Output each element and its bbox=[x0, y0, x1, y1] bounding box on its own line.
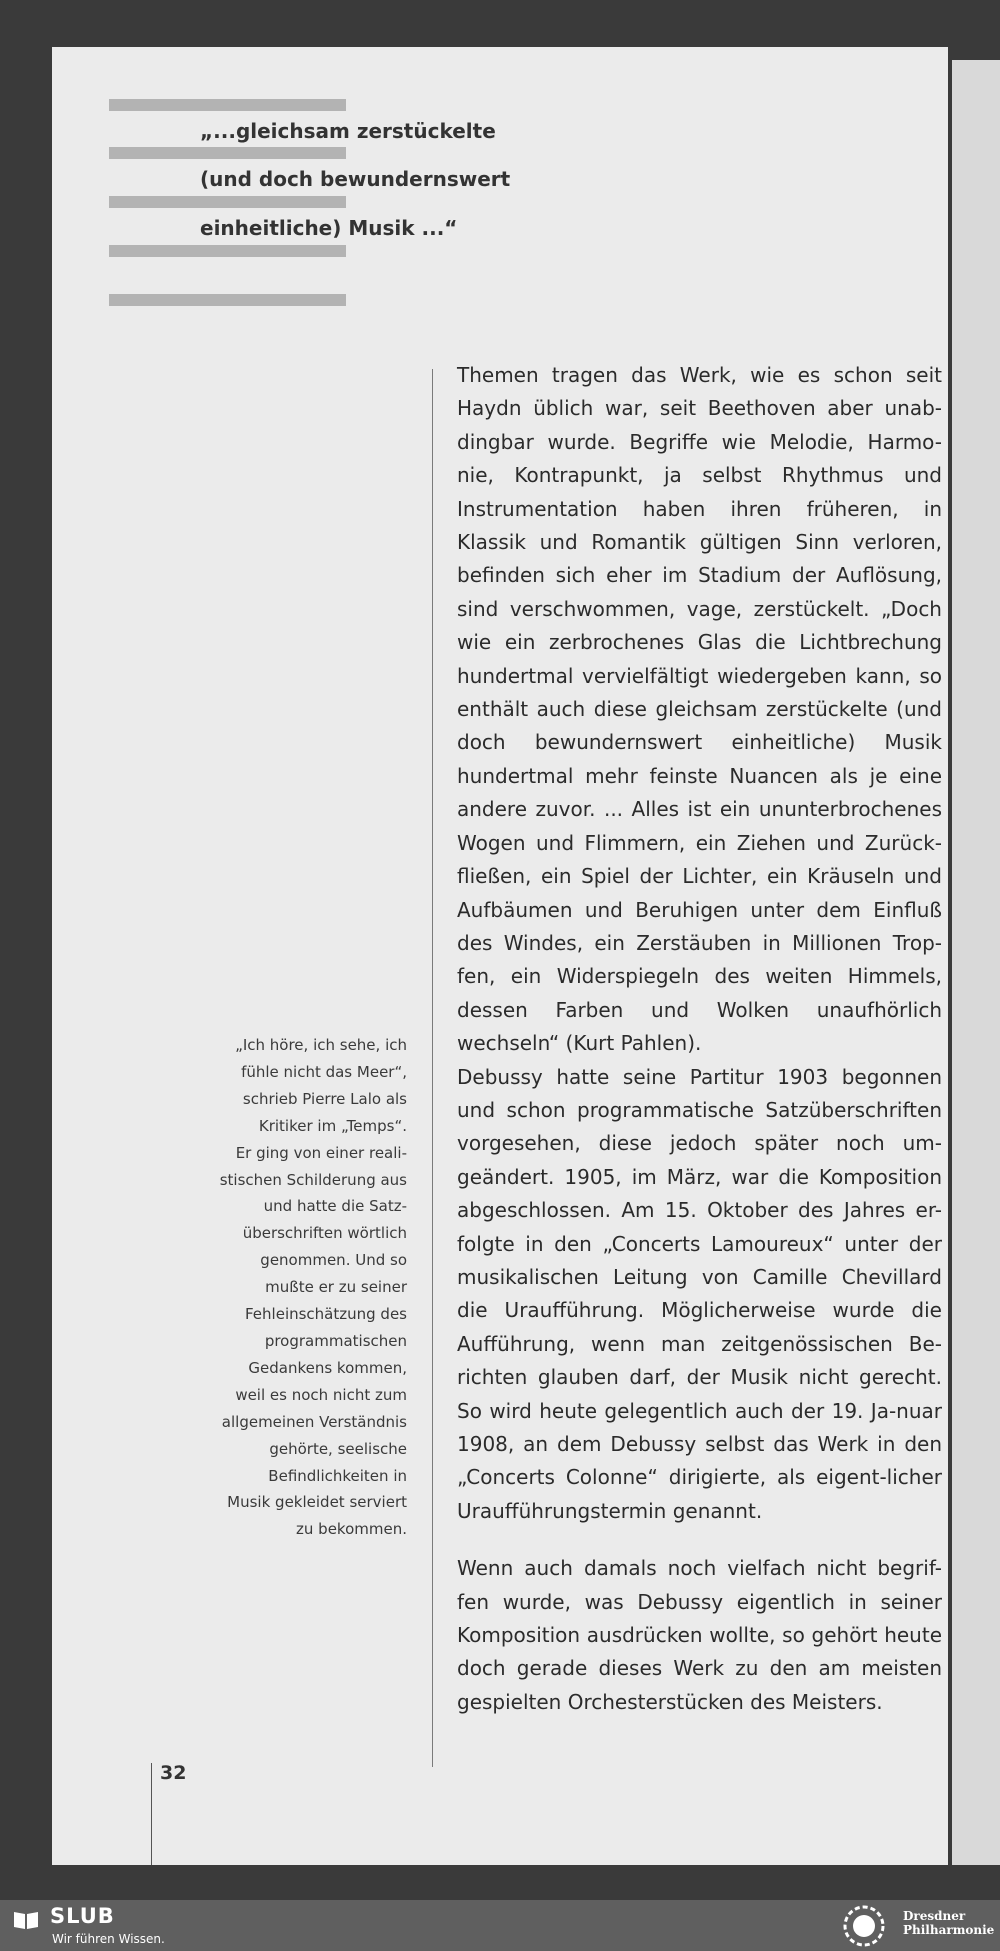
sidebar-line: Er ging von einer reali- bbox=[235, 1143, 407, 1162]
sidebar-line: gehörte, seelische bbox=[269, 1439, 407, 1458]
quote-heading-line-2: (und doch bewundernswert bbox=[200, 167, 511, 191]
sidebar-line: mußte er zu seiner bbox=[265, 1278, 407, 1297]
decorative-stripe bbox=[109, 294, 346, 306]
sidebar-line: weil es noch nicht zum bbox=[235, 1385, 407, 1404]
slub-slogan: Wir führen Wissen. bbox=[52, 1932, 165, 1946]
sidebar-line: Musik gekleidet serviert bbox=[227, 1493, 407, 1512]
decorative-stripe bbox=[109, 196, 346, 208]
philharmonie-line-1: Dresdner bbox=[903, 1909, 966, 1923]
main-text-column bbox=[457, 359, 942, 1719]
body-paragraph-3: Wenn auch damals noch vielfach nicht begrif-fen wurde, was Debussy eigentlich in seiner Komposition ausdrücken wollte, so gehört heute doch gerade dieses Werk zu den am meisten gespielten Orchesterstücken des Meisters. bbox=[457, 1556, 942, 1714]
quote-heading-line-1: „...gleichsam zerstückelte bbox=[200, 119, 496, 143]
philharmonie-wordmark bbox=[903, 1909, 998, 1937]
sidebar-line: und hatte die Satz- bbox=[263, 1197, 407, 1216]
adjacent-page-edge bbox=[952, 60, 1000, 1865]
quote-heading-line-3: einheitliche) Musik ...“ bbox=[200, 216, 458, 240]
decorative-stripe bbox=[109, 245, 346, 257]
sidebar-note bbox=[182, 1032, 407, 1543]
page-number: 32 bbox=[160, 1762, 187, 1784]
sidebar-line: Befindlichkeiten in bbox=[268, 1466, 407, 1485]
body-paragraph-2: Debussy hatte seine Partitur 1903 begonnen und schon programmatische Satzüberschriften vorgesehen, diese jedoch später noch um-geändert. 1905, im März, war die Komposition abgeschlossen. Am 15. Oktober des Jahres er-folgte in den „Concerts Lamoureux“ unter der musikalischen Leitung von Camille Chevillard die Uraufführung. Möglicherweise wurde die Aufführung, wenn man zeitgenössischen Be-richten glauben darf, der Musik nicht gerecht. So wird heute gelegentlich auch der 19. Ja-nuar 1908, an dem Debussy selbst das Werk in den „Concerts Colonne“ dirigierte, als eigent-licher Uraufführungstermin genannt. bbox=[457, 1064, 942, 1523]
sidebar-line: überschriften wörtlich bbox=[242, 1224, 407, 1243]
slub-logo-text: SLUB bbox=[50, 1904, 115, 1928]
page-number-rule bbox=[151, 1763, 152, 1865]
sidebar-line: programmatischen bbox=[264, 1331, 407, 1350]
sidebar-line: Gedankens kommen, bbox=[248, 1358, 407, 1377]
philharmonie-logo-icon bbox=[842, 1905, 886, 1947]
decorative-stripe bbox=[109, 99, 346, 111]
sidebar-line: allgemeinen Verständnis bbox=[221, 1412, 407, 1431]
sidebar-line: genommen. Und so bbox=[260, 1251, 407, 1270]
sidebar-line: Fehleinschätzung des bbox=[245, 1305, 407, 1324]
decorative-stripe bbox=[109, 147, 346, 159]
brochure-page bbox=[52, 47, 948, 1865]
philharmonie-line-2: Philharmonie bbox=[903, 1923, 995, 1937]
sidebar-line: zu bekommen. bbox=[296, 1520, 407, 1539]
sidebar-line: fühle nicht das Meer“, bbox=[241, 1062, 407, 1081]
sidebar-line: „Ich höre, ich sehe, ich bbox=[235, 1036, 407, 1054]
body-paragraph-1: Themen tragen das Werk, wie es schon seit Haydn üblich war, seit Beethoven aber unab-dingbar wurde. Begriffe wie Melodie, Harmo-nie, Kontrapunkt, ja selbst Rhythmus und Instrumentation haben ihren früheren, in Klassik und Romantik gültigen Sinn verloren, befinden sich eher im Stadium der Auflösung, sind verschwommen, vage, zerstückelt. „Doch wie ein zerbrochenes Glas die Lichtbrechung hundertmal vervielfältigt wiedergeben kann, so enthält auch diese gleichsam zerstückelte (und doch bewundernswert einheitliche) Musik hundertmal mehr feinste Nuancen als je eine andere zuvor. ... Alles ist ein ununterbrochenes Wogen und Flimmern, ein Ziehen und Zurück-fließen, ein Spiel der Lichter, ein Kräuseln und Aufbäumen und Beruhigen unter dem Einfluß des Windes, ein Zerstäuben in Millionen Trop-fen, ein Widerspiegeln des weiten Himmels, dessen Farben und Wolken unaufhörlich wechseln“ (Kurt Pahlen). bbox=[457, 363, 942, 1056]
sidebar-line: schrieb Pierre Lalo als bbox=[242, 1089, 407, 1108]
sidebar-line: Kritiker im „Temps“. bbox=[258, 1116, 407, 1135]
footer-bar bbox=[0, 1900, 1000, 1951]
column-divider bbox=[432, 369, 433, 1767]
book-icon bbox=[12, 1909, 40, 1931]
sidebar-line: stischen Schilderung aus bbox=[219, 1170, 407, 1189]
